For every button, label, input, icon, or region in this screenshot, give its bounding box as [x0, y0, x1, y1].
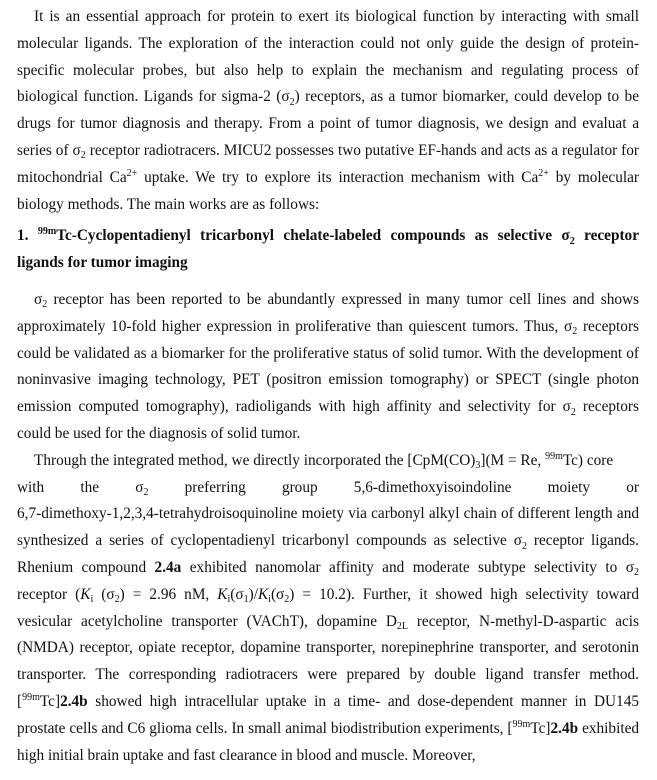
body-paragraph-method-rest: 6,7-dimethoxy-1,2,3,4-tetrahydroisoquinoline moiety via carbonyl alkyl chain of different length and synthesized a series of cyclopentadienyl tricarbonyl compounds as selective $\sigma_2$ receptor ligands. Rhenium compound 2.4a exhibited nanomolar affinity and moderate subtype selectivity to $\sigma_2$ receptor ($K_i$ $(\sigma_2) = 2.96$ nM, $K_i(\sigma_1)/K_i(\sigma_2) = 10.2$). Further, it showed high selectivity toward vesicular acetylcholine transporter (VAChT), dopamine $D_{2L}$ receptor, N-methyl-D-aspartic acis (NMDA) receptor, opiate receptor, dopamine transporter, norepinephrine transporter, and serotonin transporter. The corresponding radiotracers were prepared by double ligand transfer method. [$^{99m}$Tc]2.4b showed high intracellular uptake in a time- and dose-dependent manner in DU145 prostate cells and C6 glioma cells. In small animal biodistribution experiments, [$^{99m}$Tc]2.4b exhibited high initial brain uptake and fast clearance in blood and muscle. Moreover, [17, 505, 640, 764]
body-paragraph-method-line1: Through the integrated method, we directly incorporated the $[CpM(CO)_3](M = Re$, $^{99m}$Tc) core [34, 450, 614, 472]
intro-paragraph: It is an essential approach for protein to exert its biological function by interacting with small molecular ligands. The exploration of the interaction could not only guide the design of protein-specific molecular probes, but also help to explain the mechanism and regulating process of biological function. Ligands for sigma-2 $(\sigma_2)$ receptors, as a tumor biomarker, could develop to be drugs for tumor diagnosis and therapy. From a point of tumor diagnosis, we design and evaluat a series of $\sigma_2$ receptor radiotracers. MICU2 possesses two putative EF-hands and acts as a regulator for mitochondrial $Ca^{2+}$ uptake. We try to explore its interaction mechanism with $Ca^{2+}$ by molecular biology methods. The main works are as follows: [17, 8, 640, 213]
body-paragraph-sigma2: $\sigma_2$ receptor has been reported to be abundantly expressed in many tumor cell lines and shows approximately 10-fold higher expression in proliferative than quiescent tumors. Thus, $\sigma_2$ receptors could be validated as a biomarker for the proliferative status of solid tumor. With the development of noninvasive imaging technology, PET (positron emission tomography) or SPECT (single photon emission computed tomography), radioligands with high affinity and selectivity for $\sigma_2$ receptors could be used for the diagnosis of solid tumor. [17, 290, 639, 442]
section-heading: 1. $^{99m}$Tc-Cyclopentadienyl tricarbonyl chelate-labeled compounds as selective $\sigma_2$ receptor ligands for tumor imaging [17, 226, 639, 272]
body-paragraph-method-line2: with the $\sigma_2$ preferring group 5,6-dimethoxyisoindoline moiety or [17, 478, 639, 499]
